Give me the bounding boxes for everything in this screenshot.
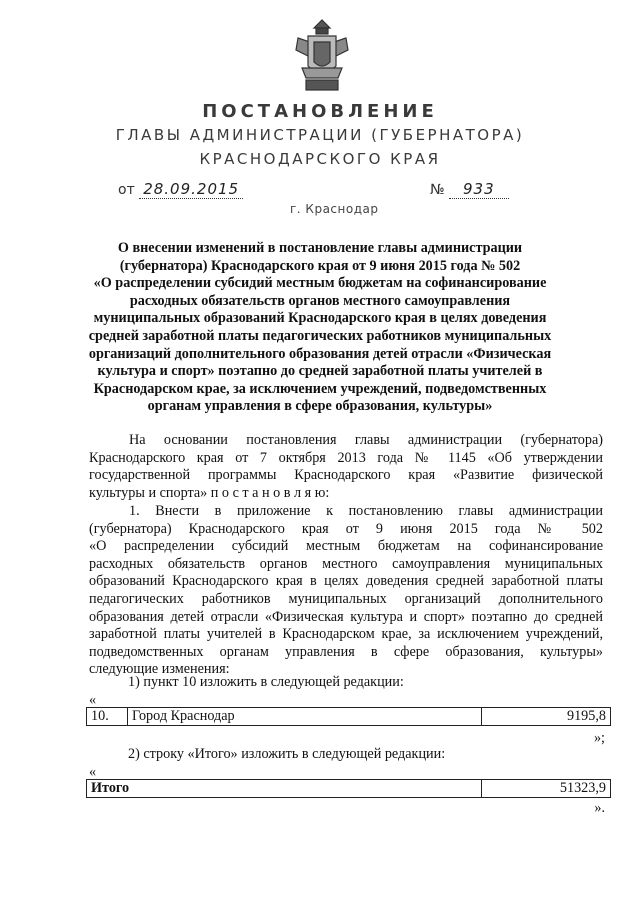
paragraph-line: культуры и спорта» п о с т а н о в л я ю:: [89, 484, 330, 501]
item-1-text: 1) пункт 10 изложить в следующей редакции:: [128, 674, 404, 690]
resolution-heading: [80, 240, 560, 416]
paragraph-line: «О распределении субсидий местным бюджетам на софинансирование: [89, 538, 603, 555]
paragraph-line: подведомственных органам управления в сфере образования, культуры»: [89, 643, 603, 660]
paragraph-line: расходных обязательств органов местного самоуправления муниципальных: [89, 555, 603, 572]
heading-line: средней заработной платы педагогических работников муниципальных: [88, 327, 552, 344]
document-title: ПОСТАНОВЛЕНИЕ: [202, 101, 438, 122]
table-row: [87, 708, 611, 726]
municipality-cell: Город Краснодар: [128, 708, 482, 726]
date-value: 28.09.2015: [139, 180, 243, 199]
heading-line: (губернатора) Краснодарского края от 9 июня 2015 года № 502: [119, 257, 521, 274]
heading-line: «О распределении субсидий местным бюджетам на софинансирование: [93, 275, 547, 292]
row-number-cell: 10.: [87, 708, 128, 726]
item-2-text: 2) строку «Итого» изложить в следующей редакции:: [128, 746, 446, 762]
paragraph-line: 1. Внести в приложение к постановлению главы администрации: [129, 503, 603, 519]
number-field: [430, 180, 509, 198]
closing-quote-1: »;: [593, 730, 605, 746]
heading-line: расходных обязательств органов местного самоуправления: [129, 292, 511, 309]
replacement-table-row-10: [86, 707, 611, 726]
opening-quote: «: [89, 692, 97, 708]
coat-of-arms-emblem: [292, 18, 352, 96]
paragraph-line: Краснодарского края от 7 октября 2013 года № 1145 «Об утверждении: [89, 449, 603, 466]
paragraph-line: (губернатора) Краснодарского края от 9 июня 2015 года № 502: [89, 520, 603, 537]
paragraph-line: образований Краснодарского края в целях доведения средней заработной платы: [89, 573, 603, 590]
total-label-cell: Итого: [87, 780, 482, 798]
heading-line: органам управления в сфере образования, культуры»: [147, 398, 493, 415]
heading-line: организаций дополнительного образования детей отрасли «Физическая: [88, 345, 552, 362]
table-row: [87, 780, 611, 798]
heading-line: культура и спорт» поэтапно до средней заработной платы учителей в: [97, 363, 543, 380]
city-label: г. Краснодар: [290, 202, 379, 216]
replacement-table-total: [86, 779, 611, 798]
paragraph-line: государственной программы Краснодарского края «Развитие физической: [89, 467, 603, 484]
date-field: [118, 180, 243, 198]
issuer-line-1: ГЛАВЫ АДМИНИСТРАЦИИ (ГУБЕРНАТОРА): [115, 126, 525, 144]
issuer-line-2: КРАСНОДАРСКОГО КРАЯ: [199, 150, 441, 168]
heading-line: О внесении изменений в постановление главы администрации: [117, 240, 523, 256]
paragraph-line: На основании постановления главы администрации (губернатора): [129, 432, 603, 448]
amount-cell: 9195,8: [482, 708, 611, 726]
paragraph-line: заработной платы учителей в Краснодарском крае, за исключением учреждений,: [89, 626, 603, 643]
opening-quote: «: [89, 764, 97, 780]
number-prefix: №: [430, 182, 445, 198]
paragraph-line: следующие изменения:: [89, 661, 230, 678]
heading-line: муниципальных образований Краснодарского края в целях доведения: [93, 310, 547, 327]
date-prefix: от: [118, 182, 135, 198]
paragraph-line: педагогических работников муниципальных организаций дополнительного: [89, 590, 603, 607]
heading-line: Краснодарском крае, за исключением учреждений, подведомственных: [93, 380, 547, 397]
clause-1-paragraph: [89, 503, 603, 679]
preamble-paragraph: [89, 432, 603, 502]
paragraph-line: образования детей отрасли «Физическая культура и спорт» поэтапно до средней: [89, 608, 603, 625]
closing-quote-2: ».: [594, 800, 605, 816]
total-amount-cell: 51323,9: [482, 780, 611, 798]
number-value: 933: [449, 180, 509, 199]
